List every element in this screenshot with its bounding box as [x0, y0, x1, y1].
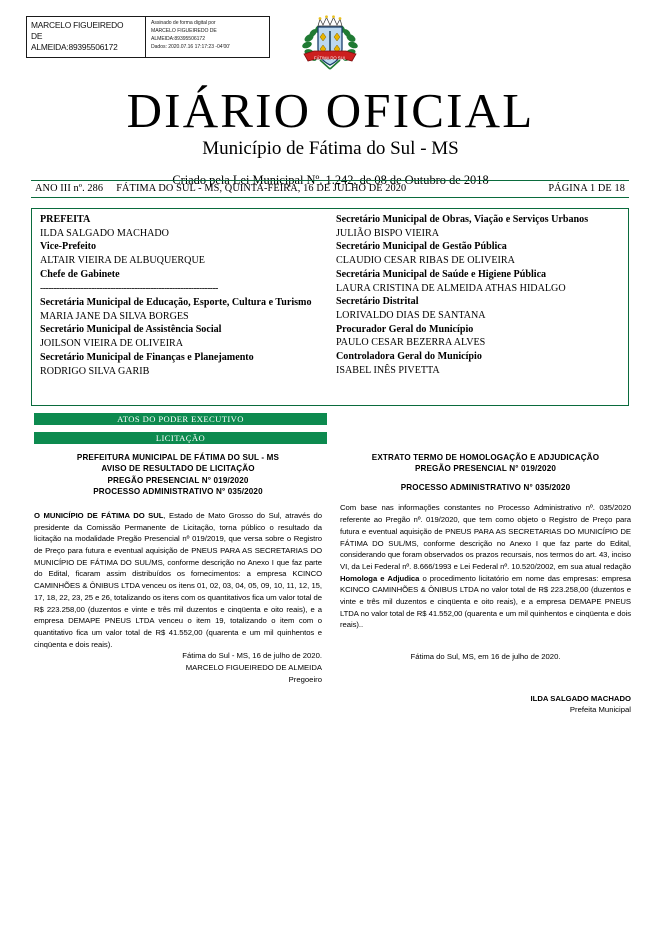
- article-left-body-text: , Estado de Mato Grosso do Sul, através do presidente da Comissão Permanente de Licitação, torna público o resultado da licitação na modalidade Pregão Presencial nº 019/2019, que versa sobre o Registro de Preço para futura e eventual aquisição de PNEUS PARA AS SECRETARIAS DO MUNICÍPIO DE FÁTIMA DO SUL/MS, conforme descrição no Anexo I que faz parte do Edital, ficaram assim distribuídos os fornecimentos: a empresa KCINCO CAMINHÕES & ÔNIBUS LTDA venceu os itens 01, 02, 03, 04, 05, 09, 10, 11, 12, 15, 17, 18, 22, 23, 25 e 26, totalizando os itens com os quantitativos fica um valor total de R$ 223.258,00 (duzentos e vinte e três mil duzentos e cinqüenta e oito reais), e a empresa DEMAPE PNEUS LTDA venceu o item 19, totalizando o item com o quantitativo fica um valor total de R$ 41.552,00 (quarenta e um mil quinhentos e cinqüenta e dois reais).: [34, 510, 322, 649]
- spacer: [340, 631, 631, 651]
- article-left: [34, 452, 322, 685]
- article-right-signature: [340, 693, 631, 716]
- signature-subject-line-3: ALMEIDA:89395506172: [31, 42, 118, 53]
- official-role: Vice-Prefeito: [40, 241, 97, 253]
- official-role: Secretário Municipal de Finanças e Planejamento: [40, 351, 254, 363]
- page-title: DIÁRIO OFICIAL: [126, 83, 535, 138]
- issue-place-date: FÁTIMA DO SUL - MS, QUINTA-FEIRA, 16 DE JULHO DE 2020: [116, 183, 407, 194]
- article-right-bold-term: Homologa e Adjudica: [340, 573, 420, 583]
- official-name: ILDA SALGADO MACHADO: [40, 227, 169, 239]
- official-role: Secretário Municipal de Assistência Social: [40, 324, 222, 336]
- article-left-title-line-1: PREFEITURA MUNICIPAL DE FÁTIMA DO SUL - MS: [76, 453, 280, 462]
- section-banner-executive-acts: ATOS DO PODER EXECUTIVO: [34, 413, 327, 425]
- article-right-signer-role: Prefeita Municipal: [569, 705, 631, 715]
- signature-detail-line-1: Assinado de forma digital por: [151, 20, 216, 26]
- official-role: Controladora Geral do Município: [336, 351, 482, 363]
- coat-of-arms-icon: [298, 12, 362, 74]
- article-left-place-date: Fátima do Sul - MS, 16 de julho de 2020.: [182, 651, 322, 661]
- masthead-subtitle: Município de Fátima do Sul - MS: [202, 137, 459, 159]
- article-right: [340, 452, 631, 716]
- official-name: RODRIGO SILVA GARIB: [40, 365, 150, 377]
- official-name: ALTAIR VIEIRA DE ALBUQUERQUE: [40, 255, 205, 267]
- article-left-body: [34, 510, 322, 650]
- signature-subject-line-1: MARCELO FIGUEIREDO: [31, 20, 124, 30]
- official-name: LORIVALDO DIAS DE SANTANA: [336, 310, 486, 322]
- article-left-lead: O MUNICÍPIO DE FÁTIMA DO SUL: [34, 510, 164, 520]
- digital-signature-stamp: [26, 16, 270, 58]
- officials-box: [31, 208, 629, 406]
- official-role: Secretário Municipal de Obras, Viação e Serviços Urbanos: [336, 214, 589, 225]
- article-right-body: [340, 502, 631, 631]
- article-left-signer-name: MARCELO FIGUEIREDO DE ALMEIDA: [185, 663, 322, 673]
- article-right-place-date: Fátima do Sul, MS, em 16 de julho de 2020.: [410, 652, 561, 662]
- masthead: [0, 83, 661, 188]
- issue-page-number: PÁGINA 1 DE 18: [548, 183, 625, 194]
- article-right-title-line-2: PREGÃO PRESENCIAL N° 019/2020: [414, 464, 557, 474]
- signature-detail-line-3: ALMEIDA:89395506172: [151, 35, 205, 42]
- masthead-law-line: Criado pela Lei Municipal Nº. 1.242, de 08 de Outubro de 2018: [172, 172, 489, 187]
- official-role: Procurador Geral do Município: [336, 323, 474, 335]
- article-right-subtitle: PROCESSO ADMINISTRATIVO N° 035/2020: [400, 482, 571, 492]
- article-left-title-line-4: PROCESSO ADMINISTRATIVO N° 035/2020: [93, 487, 263, 497]
- signature-detail-line-4: Dados: 2020.07.16 17:17:23 -04'00': [151, 43, 230, 50]
- official-name: JULIÃO BISPO VIEIRA: [336, 227, 439, 239]
- issue-year-number: ANO III nº. 286: [35, 183, 104, 194]
- section-banner-licitacao: LICITAÇÃO: [34, 432, 327, 444]
- svg-text:FÁTIMA DO SUL: FÁTIMA DO SUL: [314, 55, 346, 61]
- article-right-title-line-1: EXTRATO TERMO DE HOMOLOGAÇÃO E ADJUDICAÇÃO: [371, 453, 600, 462]
- signature-details: [146, 17, 269, 57]
- article-left-signer-role: Pregoeiro: [288, 674, 322, 684]
- signature-subject-line-2: DE: [31, 31, 43, 42]
- official-name: MARIA JANE DA SILVA BORGES: [40, 310, 189, 322]
- signature-detail-line-2: MARCELO FIGUEIREDO DE: [151, 27, 217, 34]
- officials-divider: ------------------------------------------------------------------: [40, 282, 218, 294]
- signature-subject: [27, 17, 145, 57]
- article-left-title-line-3: PREGÃO PRESENCIAL N° 019/2020: [107, 475, 249, 485]
- official-role: Secretário Distrital: [336, 296, 419, 308]
- officials-column-left: [32, 209, 330, 405]
- title-spacer: [340, 475, 631, 482]
- article-right-body-part1: Com base nas informações constantes no Processo Administrativo nº. 035/2020 referente ao Pregão nº. 019/2020, que tem como objeto o Registro de Preço para futura e eventual aquisição de PNEUS PARA AS SECRETARIAS DO MUNICÍPIO DE FÁTIMA DO SUL/MS, conforme descrição no Anexo I que faz parte do Edital, considerando que foram observados os prazos recursais, nos termos do art. 43, inciso VI, da Lei Federal nº. 8.666/1993 e Lei Federal nº. 10.520/2002, em sua atual redação: [340, 503, 631, 571]
- official-name: ISABEL INÊS PIVETTA: [336, 364, 440, 376]
- article-left-title: [34, 452, 322, 498]
- spacer: [340, 663, 631, 693]
- officials-column-right: [330, 209, 628, 405]
- article-right-title: [340, 452, 631, 493]
- article-left-signature: [34, 650, 322, 685]
- official-role: Secretária Municipal de Saúde e Higiene Pública: [336, 268, 547, 280]
- issue-bar-left: [35, 183, 406, 194]
- official-role: PREFEITA: [40, 214, 91, 225]
- official-name: JOILSON VIEIRA DE OLIVEIRA: [40, 338, 184, 350]
- official-name: PAULO CESAR BEZERRA ALVES: [336, 337, 486, 349]
- official-role: Chefe de Gabinete: [40, 268, 120, 280]
- issue-bar: [31, 180, 629, 198]
- article-right-body-part2: o procedimento licitatório em nome das empresas: empresa KCINCO CAMINHÕES & ÔNIBUS LTDA no valor total de R$ 223.258,00 (duzentos e vinte e três mil duzentos e cinqüenta e oito reais), e a empresa DEMAPE PNEUS LTDA no valor total de R$ 41.552,00 (quarenta e um mil quinhentos e cinqüenta e dois reais)..: [340, 573, 632, 630]
- official-role: Secretário Municipal de Gestão Pública: [336, 241, 507, 253]
- article-right-signer-name: ILDA SALGADO MACHADO: [530, 693, 631, 703]
- official-name: CLAUDIO CESAR RIBAS DE OLIVEIRA: [336, 255, 515, 267]
- official-role: Secretária Municipal de Educação, Esporte, Cultura e Turismo: [40, 296, 312, 308]
- article-left-title-line-2: AVISO DE RESULTADO DE LICITAÇÃO: [101, 464, 255, 474]
- official-name: LAURA CRISTINA DE ALMEIDA ATHAS HIDALGO: [336, 282, 566, 294]
